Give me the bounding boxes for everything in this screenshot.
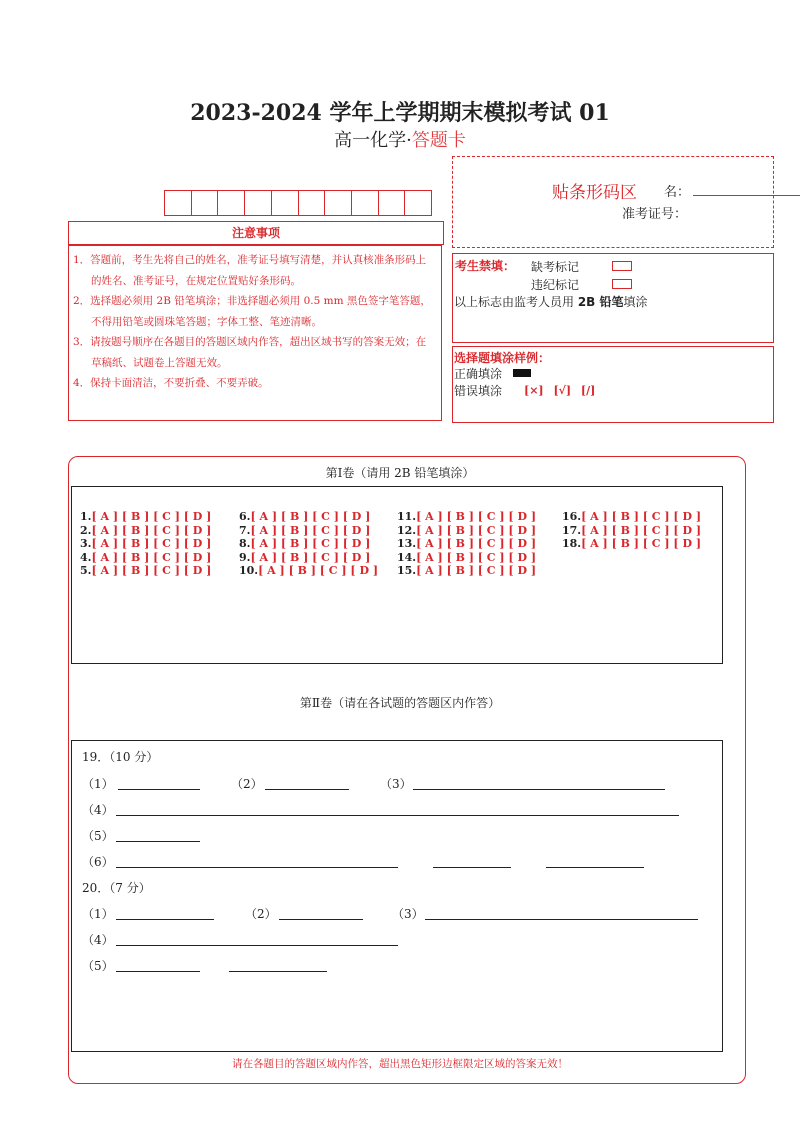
part-label: （1）: [82, 777, 114, 791]
footer-warning: 请在各题目的答题区域内作答，超出黑色矩形边框限定区域的答案无效！: [232, 1058, 568, 1070]
choice-row[interactable]: 6.[ A ] [ B ] [ C ] [ D ]: [239, 510, 371, 523]
id-digit-box[interactable]: [379, 191, 406, 215]
answer-line[interactable]: [116, 867, 398, 868]
choice-row[interactable]: 16.[ A ] [ B ] [ C ] [ D ]: [562, 510, 702, 523]
id-digit-box[interactable]: [192, 191, 219, 215]
choice-column: [562, 510, 701, 551]
section2-title: 第Ⅱ卷（请在各试题的答题区内作答）: [299, 696, 501, 710]
choice-row[interactable]: 14.[ A ] [ B ] [ C ] [ D ]: [397, 550, 537, 564]
question-19-title: 19．（10 分）: [82, 750, 159, 764]
answer-line[interactable]: [116, 841, 200, 842]
choice-row[interactable]: 5.[ A ] [ B ] [ C ] [ D ]: [80, 564, 212, 578]
choice-column: [80, 510, 211, 578]
subtitle-main: 高一化学·: [334, 130, 412, 151]
id-digit-box[interactable]: [352, 191, 379, 215]
answer-line[interactable]: [433, 867, 511, 868]
answer-line[interactable]: [279, 919, 363, 920]
answer-line[interactable]: [229, 971, 327, 972]
part-label: （4）: [82, 803, 114, 817]
choice-row[interactable]: 10.[ A ] [ B ] [ C ] [ D ]: [239, 564, 379, 578]
notice-item: 4．保持卡面清洁，不要折叠、不要弄破。: [73, 377, 269, 389]
page-title: 2023-2024 学年上学期期末模拟考试 01: [190, 100, 610, 126]
absent-label: 缺考标记: [531, 260, 580, 274]
answer-line[interactable]: [265, 789, 349, 790]
part-label: （5）: [82, 829, 114, 843]
barcode-title: 贴条形码区: [552, 183, 637, 203]
choice-column: [239, 510, 378, 578]
proctor-title: 考生禁填：: [455, 259, 516, 273]
proctor-note-c: 填涂: [623, 295, 648, 309]
choice-row[interactable]: 3.[ A ] [ B ] [ C ] [ D ]: [80, 537, 212, 551]
notice-box: [68, 245, 442, 421]
choice-row[interactable]: 8.[ A ] [ B ] [ C ] [ D ]: [239, 537, 371, 551]
choice-row[interactable]: 7.[ A ] [ B ] [ C ] [ D ]: [239, 523, 371, 537]
violation-label: 违纪标记: [531, 278, 580, 292]
part-label: （6）: [82, 855, 114, 869]
wrong-fill-label: 错误填涂: [454, 384, 503, 398]
section1-title: 第Ⅰ卷（请用 2B 铅笔填涂）: [325, 466, 475, 480]
answer-line[interactable]: [116, 815, 679, 816]
part-label: （4）: [82, 933, 114, 947]
proctor-note: [454, 293, 648, 310]
choice-row[interactable]: 13.[ A ] [ B ] [ C ] [ D ]: [397, 537, 537, 551]
answer-line[interactable]: [116, 945, 398, 946]
part-label: （3）: [392, 907, 424, 921]
id-digit-box[interactable]: [405, 191, 431, 215]
wrong-fill-marks: [×] [√] [/]: [524, 384, 596, 397]
answer-line[interactable]: [413, 789, 665, 790]
id-digit-box[interactable]: [325, 191, 352, 215]
notice-title: 注意事项: [68, 221, 444, 245]
id-digit-box[interactable]: [165, 191, 192, 215]
part-label: （3）: [380, 777, 412, 791]
answer-line[interactable]: [425, 919, 698, 920]
violation-mark-box[interactable]: [612, 279, 632, 289]
answer-line[interactable]: [116, 971, 200, 972]
answer-line[interactable]: [118, 789, 200, 790]
id-digit-box[interactable]: [245, 191, 272, 215]
choice-row[interactable]: 11.[ A ] [ B ] [ C ] [ D ]: [397, 510, 537, 523]
absent-mark-box[interactable]: [612, 261, 632, 271]
choice-row[interactable]: 12.[ A ] [ B ] [ C ] [ D ]: [397, 523, 537, 537]
id-digit-box[interactable]: [299, 191, 326, 215]
choice-row[interactable]: 4.[ A ] [ B ] [ C ] [ D ]: [80, 550, 212, 564]
subtitle-accent: 答题卡: [411, 130, 466, 151]
notice-item: 2．选择题必须用 2B 铅笔填涂；非选择题必须用 0.5 mm 黑色签字笔答题，不得用铅笔或圆珠笔答题；字体工整、笔迹清晰。: [73, 295, 431, 328]
proctor-note-b: 2B 铅笔: [577, 295, 624, 309]
choice-row[interactable]: 1.[ A ] [ B ] [ C ] [ D ]: [80, 510, 212, 523]
choice-row[interactable]: 9.[ A ] [ B ] [ C ] [ D ]: [239, 550, 371, 564]
name-field[interactable]: [693, 195, 800, 196]
answer-line[interactable]: [546, 867, 644, 868]
exam-id-label: 准考证号：: [622, 207, 688, 222]
id-digit-box[interactable]: [218, 191, 245, 215]
correct-fill-mark: [513, 369, 531, 377]
name-label: 名：: [664, 185, 691, 200]
page-subtitle: [0, 126, 800, 152]
part-label: （2）: [231, 777, 263, 791]
fill-sample-title: 选择题填涂样例：: [454, 351, 551, 365]
choice-row[interactable]: 17.[ A ] [ B ] [ C ] [ D ]: [562, 523, 702, 537]
proctor-note-a: 以上标志由监考人员用: [454, 295, 578, 309]
exam-id-boxes[interactable]: [164, 190, 432, 216]
question-20-title: 20．（7 分）: [82, 881, 151, 895]
answer-line[interactable]: [116, 919, 214, 920]
choice-row[interactable]: 18.[ A ] [ B ] [ C ] [ D ]: [562, 537, 702, 551]
notice-item: 3．请按题号顺序在各题目的答题区域内作答，超出区域书写的答案无效；在草稿纸、试题卷上答题无效。: [73, 336, 427, 369]
notice-item: 1．答题前，考生先将自己的姓名，准考证号填写清楚，并认真核准条形码上的姓名、准考证号，在规定位置贴好条形码。: [73, 254, 427, 287]
part-label: （1）: [82, 907, 114, 921]
choice-row[interactable]: 2.[ A ] [ B ] [ C ] [ D ]: [80, 523, 212, 537]
id-digit-box[interactable]: [272, 191, 299, 215]
correct-fill-label: 正确填涂: [454, 367, 503, 381]
part-label: （5）: [82, 959, 114, 973]
choice-column: [397, 510, 536, 578]
part-label: （2）: [245, 907, 277, 921]
choice-row[interactable]: 15.[ A ] [ B ] [ C ] [ D ]: [397, 564, 537, 578]
